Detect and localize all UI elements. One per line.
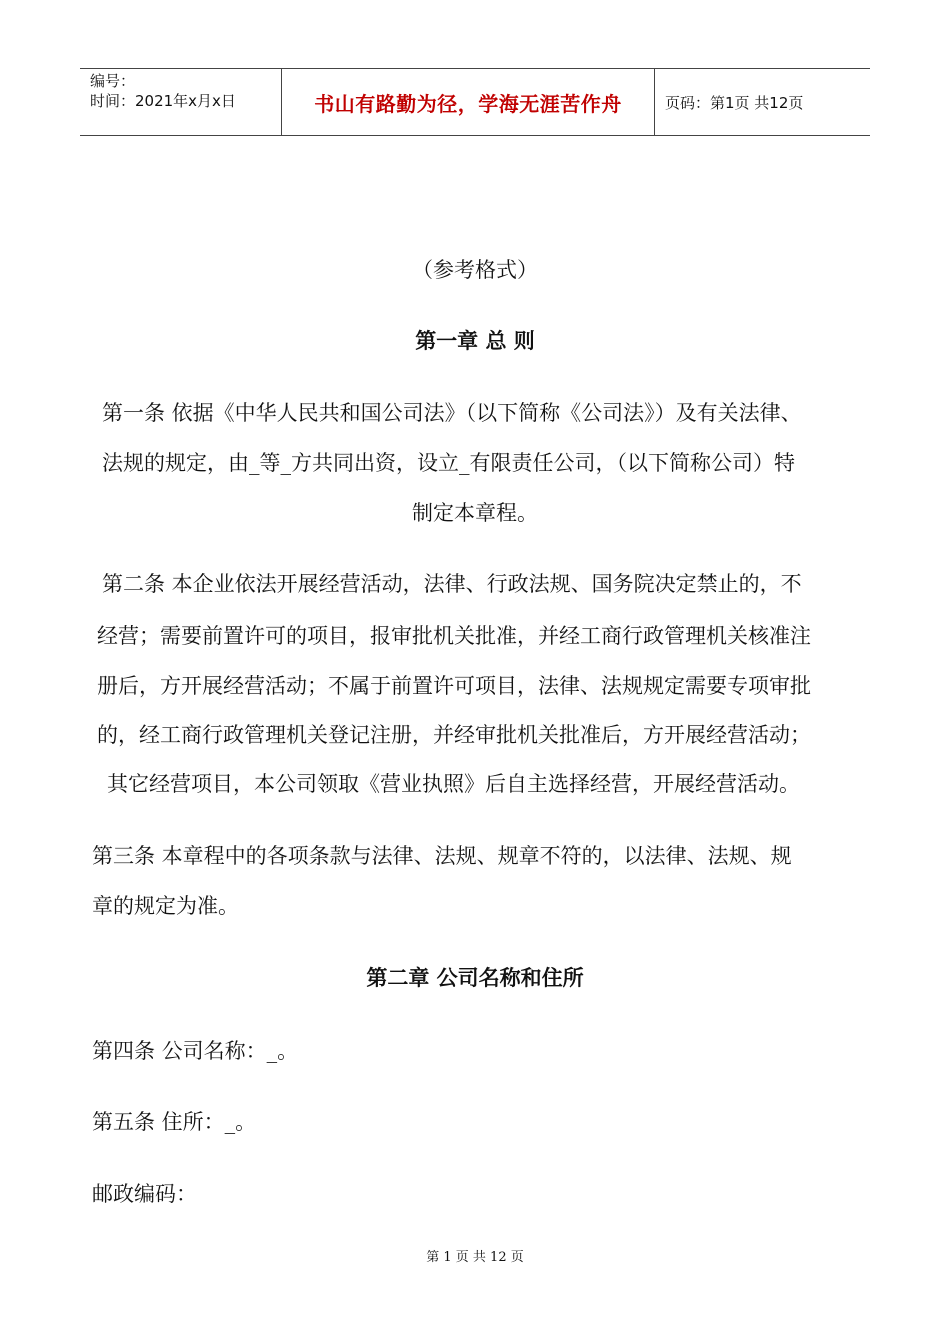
article1-line2: 法规的规定，由_等_方共同出资，设立_有限责任公司，（以下简称公司）特	[102, 451, 795, 475]
article4: 第四条 公司名称：_。	[92, 1039, 299, 1063]
serial-label: 编号：	[90, 72, 136, 90]
time-label: 时间：2021年x月x日	[90, 92, 236, 110]
article2-line1: 第二条 本企业依法开展经营活动，法律、行政法规、国务院决定禁止的，不	[102, 572, 802, 596]
page-footer: 第 1 页 共 12 页	[426, 1250, 524, 1265]
header-right-cell	[655, 69, 870, 135]
article2-line3: 册后，方开展经营活动；不属于前置许可项目，法律、法规规定需要专项审批	[97, 674, 811, 698]
article3-line2: 章的规定为准。	[92, 894, 239, 918]
article2-line5: 其它经营项目，本公司领取《营业执照》后自主选择经营，开展经营活动。	[107, 772, 800, 796]
header-table	[80, 68, 870, 136]
article1-line1: 第一条 依据《中华人民共和国公司法》（以下简称《公司法》）及有关法律、	[102, 401, 802, 425]
motto: 书山有路勤为径，学海无涯苦作舟	[314, 91, 622, 116]
article5: 第五条 住所：_。	[92, 1110, 257, 1134]
page-info: 页码：第1页 共12页	[665, 93, 804, 112]
header-left-cell	[80, 69, 281, 135]
format-note: （参考格式）	[412, 258, 538, 282]
article2-line2: 经营；需要前置许可的项目，报审批机关批准，并经工商行政管理机关核准注	[97, 624, 811, 648]
chapter1-title: 第一章 总 则	[415, 329, 535, 353]
header-mid-cell	[281, 69, 655, 135]
postal-code-label: 邮政编码：	[92, 1182, 197, 1206]
chapter2-title: 第二章 公司名称和住所	[366, 966, 584, 990]
article1-line3: 制定本章程。	[412, 501, 538, 525]
article2-line4: 的，经工商行政管理机关登记注册，并经审批机关批准后，方开展经营活动；	[97, 723, 811, 747]
article3-line1: 第三条 本章程中的各项条款与法律、法规、规章不符的，以法律、法规、规	[92, 844, 792, 868]
